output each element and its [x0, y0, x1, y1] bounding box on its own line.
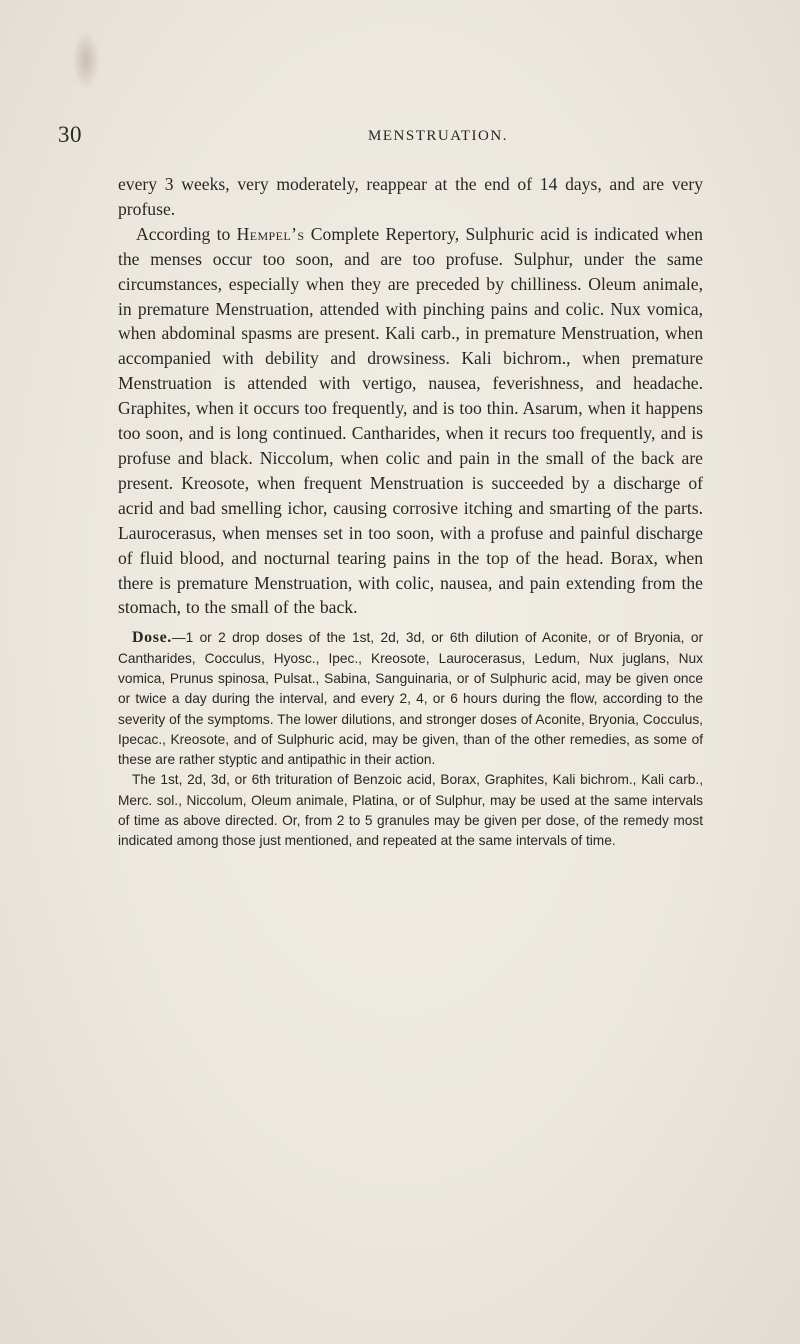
dose-text: —1 or 2 drop doses of the 1st, 2d, 3d, or 6th dilution of Aconite, or of Bryonia, or Cantharides, Cocculus, Hyosc., Ipec., Kreosote, Laurocerasus, Ledum, Nux juglans, Nux vomica, Prunus spinosa, Pulsat., Sabina, Sanguinaria, or of Sulphuric acid, may be given once or twice a day during the interval, and every 2, 4, or 6 hours during the flow, according to the severity of the symptoms. The lower dilutions, and stronger doses of Aconite, Bryonia, Cocculus, Ipecac., Kreosote, and of Sulphuric acid, may be given, than of the other remedies, as some of these are rather styptic and antipathic in their action.	[118, 630, 703, 768]
page-header	[58, 122, 758, 152]
author-name: Hempel’s	[236, 223, 305, 244]
paragraph-intro: According to	[136, 223, 237, 244]
running-head: MENSTRUATION.	[368, 128, 508, 144]
body-text	[118, 172, 703, 852]
dose-label: Dose.	[132, 629, 172, 647]
page-number: 30	[58, 122, 82, 147]
dose-paragraph	[118, 628, 703, 770]
dose-section	[118, 628, 703, 851]
main-text	[118, 172, 703, 620]
paragraph-hempel-repertory	[118, 222, 703, 621]
paper-stain	[72, 30, 100, 90]
paragraph-body: Complete Repertory, Sulphuric acid is indicated when the menses occur too soon, and are too profuse. Sulphur, under the same circumstances, especially when they are preceded by chilliness. Oleum animale, in premature Menstruation, attended with pinching pains and colic. Nux vomica, when abdominal spasms are present. Kali carb., in premature Menstruation, when accompanied with debility and drowsiness. Kali bichrom., when premature Menstruation is attended with vertigo, nausea, feverishness, and headache. Graphites, when it occurs too frequently, and is too thin. Asarum, when it happens too soon, and is long continued. Cantharides, when it recurs too frequently, and is profuse and black. Niccolum, when colic and pain in the small of the back are present. Kreosote, when frequent Menstruation is succeeded by a discharge of acrid and bad smelling ichor, causing corrosive itching and smarting of the parts. Laurocerasus, when menses set in too soon, with a profuse and painful discharge of fluid blood, and nocturnal tearing pains in the top of the head. Borax, when there is premature Menstruation, with colic, nausea, and pain extending from the stomach, to the small of the back.	[118, 223, 703, 618]
trituration-paragraph: The 1st, 2d, 3d, or 6th trituration of Benzoic acid, Borax, Graphites, Kali bichrom., Kali carb., Merc. sol., Niccolum, Oleum animale, Platina, or of Sulphur, may be used at the same intervals of time as above directed. Or, from 2 to 5 granules may be given per dose, of the remedy most indicated among those just mentioned, and repeated at the same intervals of time.	[118, 772, 703, 849]
paragraph-continuation: every 3 weeks, very moderately, reappear at the end of 14 days, and are very profuse.	[118, 174, 703, 219]
